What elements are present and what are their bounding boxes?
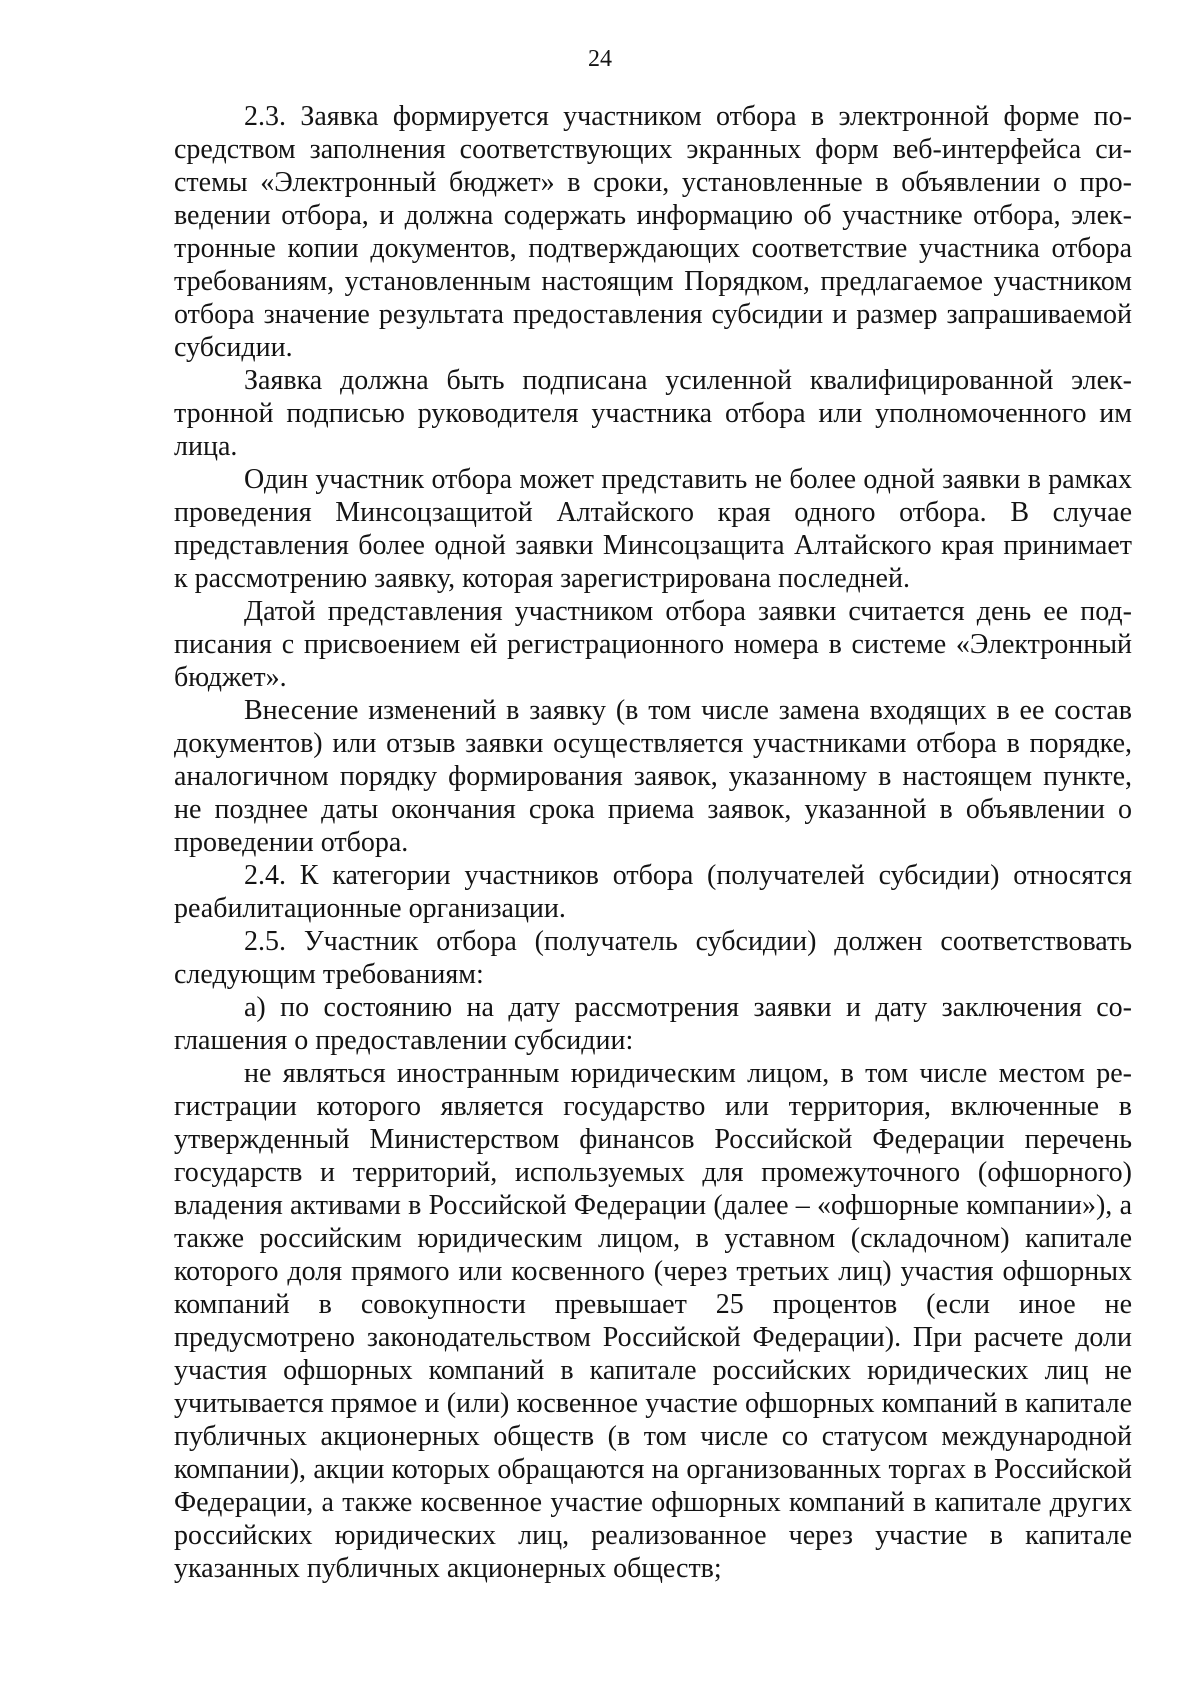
paragraph-one-application: Один участник отбора может представить не более одной заявки в рамках проведения Минсоцзащитой Алтайского края одного отбора. В случае представления более одной заявки Минсоцзащита Алтайского края принимает к рассмотрению заявку, которая зарегистрирована последней. bbox=[174, 464, 1132, 594]
paragraph-signature: Заявка должна быть подписана усиленной квалифицированной электронной подписью руководителя участника отбора или уполномоченного им лица. bbox=[174, 365, 1132, 462]
paragraph-changes: Внесение изменений в заявку (в том числе замена входящих в ее состав документов) или отзыв заявки осуществляется участниками отбора в порядке, аналогичном порядку формирования заявок, указанному в настоящем пункте, не позднее даты окончания срока приема заявок, указанной в объявлении о проведении отбора. bbox=[174, 695, 1132, 858]
document-body bbox=[174, 100, 1132, 1585]
paragraph-2-4: 2.4. К категории участников отбора (получателей субсидии) относятся реабилитационные организации. bbox=[174, 860, 1132, 924]
paragraph-2-5-a: а) по состоянию на дату рассмотрения заявки и дату заключения соглашения о предоставлении субсидии: bbox=[174, 992, 1132, 1056]
paragraph-2-5: 2.5. Участник отбора (получатель субсидии) должен соответствовать следующим требованиям: bbox=[174, 926, 1132, 990]
paragraph-2-3: 2.3. Заявка формируется участником отбора в электронной форме посредством заполнения соответствующих экранных форм веб-интерфейса системы «Электронный бюджет» в сроки, установленные в объявлении о проведении отбора, и должна содержать информацию об участнике отбора, электронные копии документов, подтверждающих соответствие участника отбора требованиям, установленным настоящим Порядком, предлагаемое участником отбора значение результата предоставления субсидии и размер запрашиваемой субсидии. bbox=[174, 101, 1132, 363]
paragraph-offshore: не являться иностранным юридическим лицом, в том числе местом регистрации которого является государство или территория, включенные в утвержденный Министерством финансов Российской Федерации перечень государств и территорий, используемых для промежуточного (офшорного) владения активами в Российской Федерации (далее – «офшорные компании»), а также российским юридическим лицом, в уставном (складочном) капитале которого доля прямого или косвенного (через третьих лиц) участия офшорных компаний в совокупности превышает 25 процентов (если иное не предусмотрено законодательством Российской Федерации). При расчете доли участия офшорных компаний в капитале российских юридических лиц не учитывается прямое и (или) косвенное участие офшорных компаний в капитале публичных акционерных обществ (в том числе со статусом международной компании), акции которых обращаются на организованных торгах в Российской Федерации, а также косвенное участие офшорных компаний в капитале других российских юридических лиц, реализованное через участие в капитале указанных публичных акционерных обществ; bbox=[174, 1058, 1132, 1584]
page-number: 24 bbox=[588, 46, 612, 72]
paragraph-submission-date: Датой представления участником отбора заявки считается день ее подписания с присвоением ей регистрационного номера в системе «Электронный бюджет». bbox=[174, 596, 1132, 693]
